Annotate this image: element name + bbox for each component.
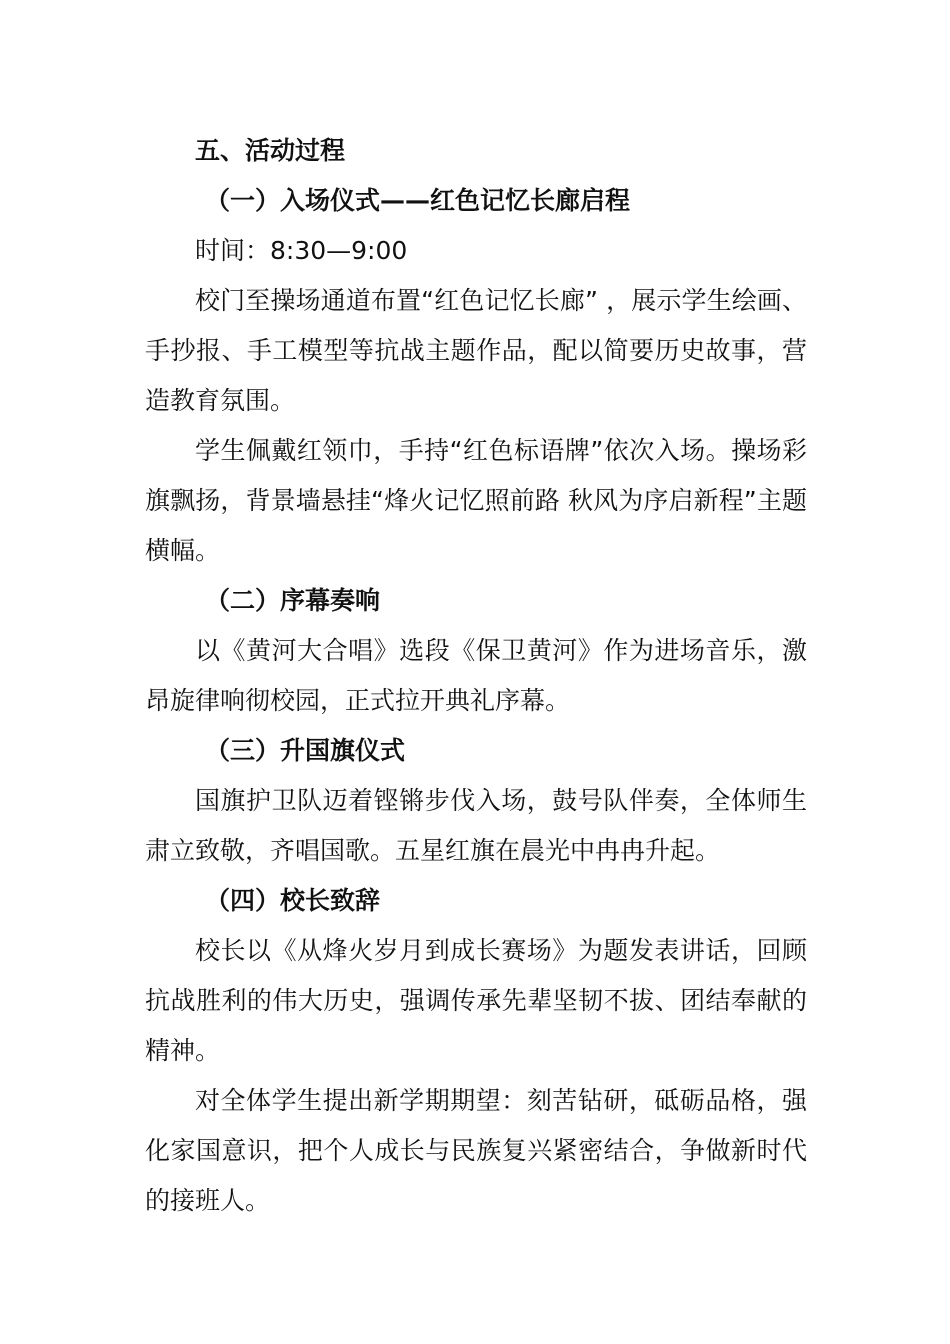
document-body (145, 126, 807, 1226)
subsection-heading-2: （二）序幕奏响 (205, 586, 381, 615)
time-line: 时间：8:30—9:00 (195, 236, 408, 265)
paragraph-flag-raising: 国旗护卫队迈着铿锵步伐入场，鼓号队伴奏，全体师生肃立致敬，齐唱国歌。五星红旗在晨光中冉冉升起。 (145, 786, 807, 865)
subsection-heading-3: （三）升国旗仪式 (205, 736, 406, 765)
paragraph-entrance: 学生佩戴红领巾，手持“红色标语牌”依次入场。操场彩旗飘扬，背景墙悬挂“烽火记忆照前路 秋风为序启新程”主题横幅。 (145, 436, 807, 565)
subsection-heading-4: （四）校长致辞 (205, 886, 381, 915)
paragraph-prelude: 以《黄河大合唱》选段《保卫黄河》作为进场音乐，激昂旋律响彻校园，正式拉开典礼序幕。 (145, 636, 807, 715)
subsection-heading-1: （一）入场仪式——红色记忆长廊启程 (205, 186, 631, 215)
paragraph-principal-speech: 校长以《从烽火岁月到成长赛场》为题发表讲话，回顾抗战胜利的伟大历史，强调传承先辈坚韧不拔、团结奉献的精神。 (145, 936, 807, 1065)
section-title: 五、活动过程 (195, 136, 346, 165)
paragraph-expectations: 对全体学生提出新学期期望：刻苦钻研，砥砺品格，强化家国意识，把个人成长与民族复兴紧密结合，争做新时代的接班人。 (145, 1086, 807, 1215)
paragraph-corridor: 校门至操场通道布置“红色记忆长廊” ，展示学生绘画、手抄报、手工模型等抗战主题作品，配以简要历史故事，营造教育氛围。 (145, 286, 807, 415)
